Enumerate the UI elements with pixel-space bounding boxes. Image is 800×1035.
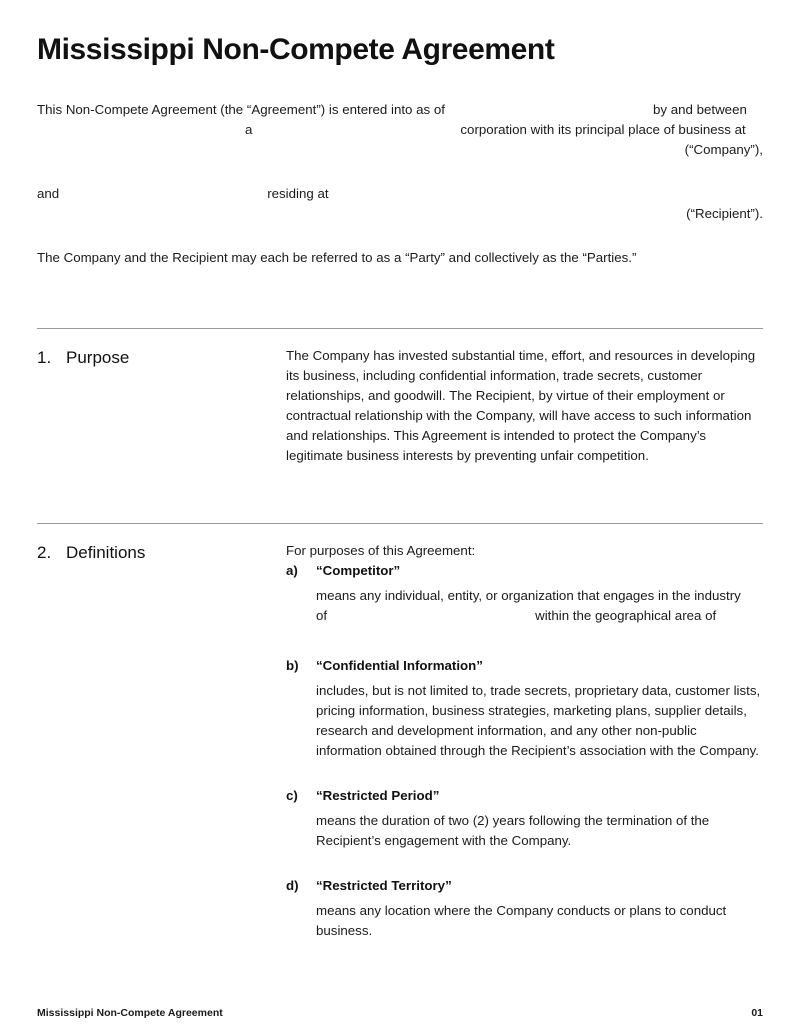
section-purpose-title: Purpose — [66, 348, 130, 367]
section-purpose-text: The Company has invested substantial time, effort, and resources in developing its business, including confidential information, trade secrets, customer relationships, and goodwill. The Recipient, by virtue of their employment or contractual relationship with the Company, will have access to such information and relationships. This Agreement is intended to protect the Company’s legitimate business interests by preventing unfair competition. — [286, 348, 756, 463]
definition-letter: d) — [286, 878, 299, 893]
intro-line-2-text-b: corporation with its principal place of business at — [460, 122, 746, 137]
parties-statement: The Company and the Recipient may each be referred to as a “Party” and collectively as the “Parties.” — [37, 250, 637, 265]
intro-line-1-text-a: This Non-Compete Agreement (the “Agreement”) is entered into as of — [37, 102, 445, 117]
section-definitions-heading — [37, 541, 286, 941]
definition-term: “Competitor” — [316, 563, 401, 578]
section-purpose-heading — [37, 346, 286, 466]
definition-text-line — [316, 606, 763, 626]
definition-letter: b) — [286, 658, 299, 673]
definition-competitor-line2-a: of — [316, 608, 328, 623]
section-purpose-body — [286, 346, 763, 466]
intro-line-2-text-a: a — [245, 122, 253, 137]
intro-line-5 — [37, 204, 763, 224]
section-purpose-number: 1. — [37, 348, 52, 367]
page-title: Mississippi Non-Compete Agreement — [37, 33, 555, 66]
page-content — [37, 0, 763, 941]
definition-term: “Restricted Territory” — [316, 878, 452, 893]
definition-term: “Restricted Period” — [316, 788, 440, 803]
definition-text: means any location where the Company conducts or plans to conduct business. — [316, 903, 727, 938]
definition-text-line — [316, 586, 763, 606]
definition-text: includes, but is not limited to, trade secrets, proprietary data, customer lists, pricing information, business strategies, marketing plans, supplier details, research and development information, and any other non-public information obtained through the Recipient’s association with the Company. — [316, 683, 761, 758]
definition-competitor-line1: means any individual, entity, or organization that engages in the industry — [316, 588, 741, 603]
definition-item — [286, 561, 763, 626]
definition-term: “Confidential Information” — [316, 658, 483, 673]
section-definitions-body — [286, 541, 763, 941]
divider-wrap-definitions — [37, 523, 763, 524]
definition-heading — [286, 786, 763, 806]
intro-line-4-text-b: residing at — [267, 186, 329, 201]
definition-heading — [286, 876, 763, 896]
section-definitions-number: 2. — [37, 543, 52, 562]
page-footer — [37, 1007, 763, 1019]
intro-line-4 — [37, 184, 763, 204]
section-purpose — [37, 346, 763, 466]
definition-item — [286, 876, 763, 941]
intro-line-1 — [37, 100, 763, 120]
definition-item — [286, 656, 763, 761]
section-divider — [37, 328, 763, 329]
intro-line-4-wrap — [37, 184, 763, 224]
intro-line-1-text-b: by and between — [652, 102, 747, 117]
intro-line-3 — [37, 140, 763, 160]
intro-paragraph — [37, 100, 763, 268]
definition-competitor-line2-b: within the geographical area of — [535, 608, 717, 623]
intro-line-5-text: (“Recipient”). — [686, 206, 763, 221]
intro-line-4-text-a: and — [37, 186, 60, 201]
intro-line-2 — [37, 120, 763, 140]
definition-heading — [286, 656, 763, 676]
footer-label: Mississippi Non-Compete Agreement — [37, 1007, 223, 1019]
footer-page-number: 01 — [751, 1007, 763, 1019]
definition-item — [286, 786, 763, 851]
divider-wrap-purpose — [37, 328, 763, 329]
definition-letter: c) — [286, 788, 298, 803]
section-definitions-title: Definitions — [66, 543, 146, 562]
section-divider — [37, 523, 763, 524]
definition-text: means the duration of two (2) years following the termination of the Recipient’s engagement with the Company. — [316, 813, 710, 848]
definition-text — [316, 586, 763, 626]
intro-line-3-text: (“Company”), — [684, 142, 763, 157]
definition-heading — [286, 561, 763, 581]
definition-letter: a) — [286, 563, 298, 578]
section-definitions — [37, 541, 763, 941]
definitions-intro: For purposes of this Agreement: — [286, 543, 476, 558]
